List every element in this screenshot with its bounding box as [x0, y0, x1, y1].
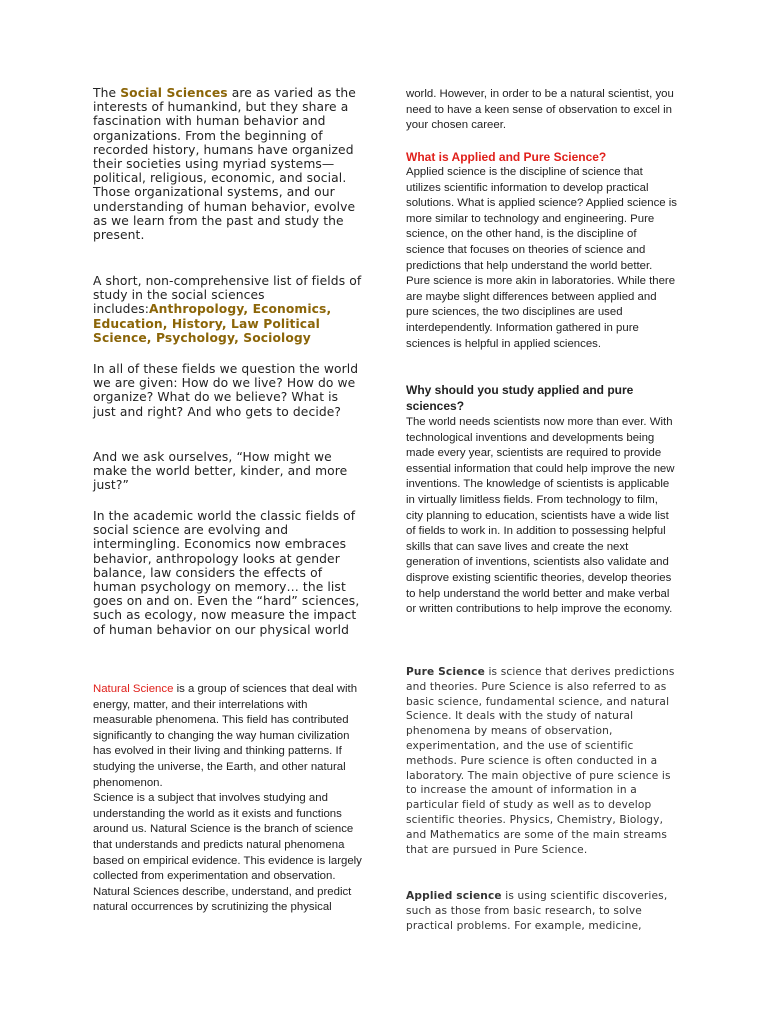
questions-paragraph: In all of these fields we question the world we are given: How do we live? How do we organize? What do we believe? What is just and right? And who gets to decide? — [93, 362, 359, 419]
natural-science-term: Natural Science — [93, 683, 174, 695]
paragraph-text: is science that derives predictions and theories. Pure Science is also referred to as basic science, fundamental science, and natural Science. It deals with the study of natural phenomena by means of observation, experimentation, and the use of scientific methods. Pure science is often conducted in a laboratory. The main objective of pure science is to increase the amount of information in a particular field of study as well as to develop scientific theories. Physics, Chemistry, Biology, and Mathematics are some of the main streams that are pursued in Pure Science. — [406, 666, 675, 856]
paragraph-text: is a group of sciences that deal with energy, matter, and their interrelations with measurable phenomena. This field has contributed significantly to changing the way human civilization has evolved in their living and thinking patterns. If studying the universe, the Earth, and other natural phenomenon. — [93, 683, 358, 789]
pure-science-paragraph — [406, 665, 678, 857]
intro-text: A short, non-comprehensive list of fields of study in the social sciences includes: — [93, 274, 362, 317]
paragraph-text: is using scientific discoveries, such as those from basic research, to solve practical problems. For example, medicine, — [406, 890, 668, 932]
continuation-paragraph: world. However, in order to be a natural scientist, you need to have a keen sense of observation to excel in your chosen career. — [406, 88, 674, 132]
applied-pure-paragraph: Applied science is the discipline of science that utilizes scientific information to develop practical solutions. What is applied science? Applied science is more similar to technology and engineering. Pure science, on the other hand, is the discipline of science that focuses on theories of science and predictions that help understand the world better. Pure science is more akin in laboratories. While there are maybe slight differences between applied and pure sciences, the two disciplines are used interdependently. Information gathered in pure sciences is helpful in applied sciences. — [406, 166, 677, 350]
field-anthropology: Anthropology — [149, 302, 244, 317]
field-law-political-science: Law Political Science — [93, 316, 320, 345]
academic-world-paragraph: In the academic world the classic fields of social science are evolving and intermingling. Economics now embraces behavior, anthropology looks at gender balance, law considers the effects of human psychology on memory… the list goes on and on. Even the “hard” sciences, such as ecology, now measure the impact of human behavior on our physical world — [93, 509, 360, 637]
field-education: Education — [93, 316, 163, 331]
applied-science-paragraph — [406, 889, 678, 933]
intro-text: The — [93, 86, 121, 100]
paragraph-text-continued: Science is a subject that involves studying and understanding the world as it exists and functions around us. Natural Science is the branch of science that understands and predicts natural phenomena based on empirical evidence. This evidence is largely collected from experimentation and observation. Natural Sciences describe, understand, and predict natural occurrences by scrutinizing the physical — [93, 792, 362, 914]
social-sciences-paragraph — [93, 86, 363, 242]
applied-pure-heading: What is Applied and Pure Science? — [406, 150, 607, 164]
field-history: History — [171, 316, 222, 331]
pure-science-term: Pure Science — [406, 666, 485, 678]
field-sociology: Sociology — [243, 330, 311, 345]
natural-science-paragraph — [93, 682, 365, 916]
field-economics: Economics — [252, 302, 327, 317]
why-study-paragraph: The world needs scientists now more than ever. With technological inventions and developments being made every year, scientists are required to provide essential information that could help improve the new inventions. The knowledge of scientists is applicable in virtually limitless fields. From technology to film, city planning to education, scientists have a wide list of fields to work in. In addition to possessing helpful skills that can save lives and create the next generation of inventions, scientists also validate and disprove existing scientific theories, develop theories to help understand the world better and make verbal or written contributions to help improve the economy. — [406, 416, 675, 616]
applied-science-term: Applied science — [406, 890, 502, 902]
fields-list-paragraph: A short, non-comprehensive list of fields of study in the social sciences includes:Anthropology, Economics, Education, History, Law Political Science, Psychology, Sociology — [93, 274, 362, 345]
why-study-heading: Why should you study applied and pure sciences? — [406, 383, 634, 413]
paragraph-text: are as varied as the interests of humankind, but they share a fascination with human behavior and organizations. From the beginning of recorded history, humans have organized their societies using myriad systems—political, religious, economic, and social. Those organizational systems, and our understanding of human behavior, evolve as we learn from the past and study the present. — [93, 86, 356, 243]
better-world-paragraph: And we ask ourselves, “How might we make the world better, kinder, and more just?” — [93, 450, 348, 493]
field-psychology: Psychology — [155, 330, 235, 345]
social-sciences-term: Social Sciences — [120, 86, 228, 100]
